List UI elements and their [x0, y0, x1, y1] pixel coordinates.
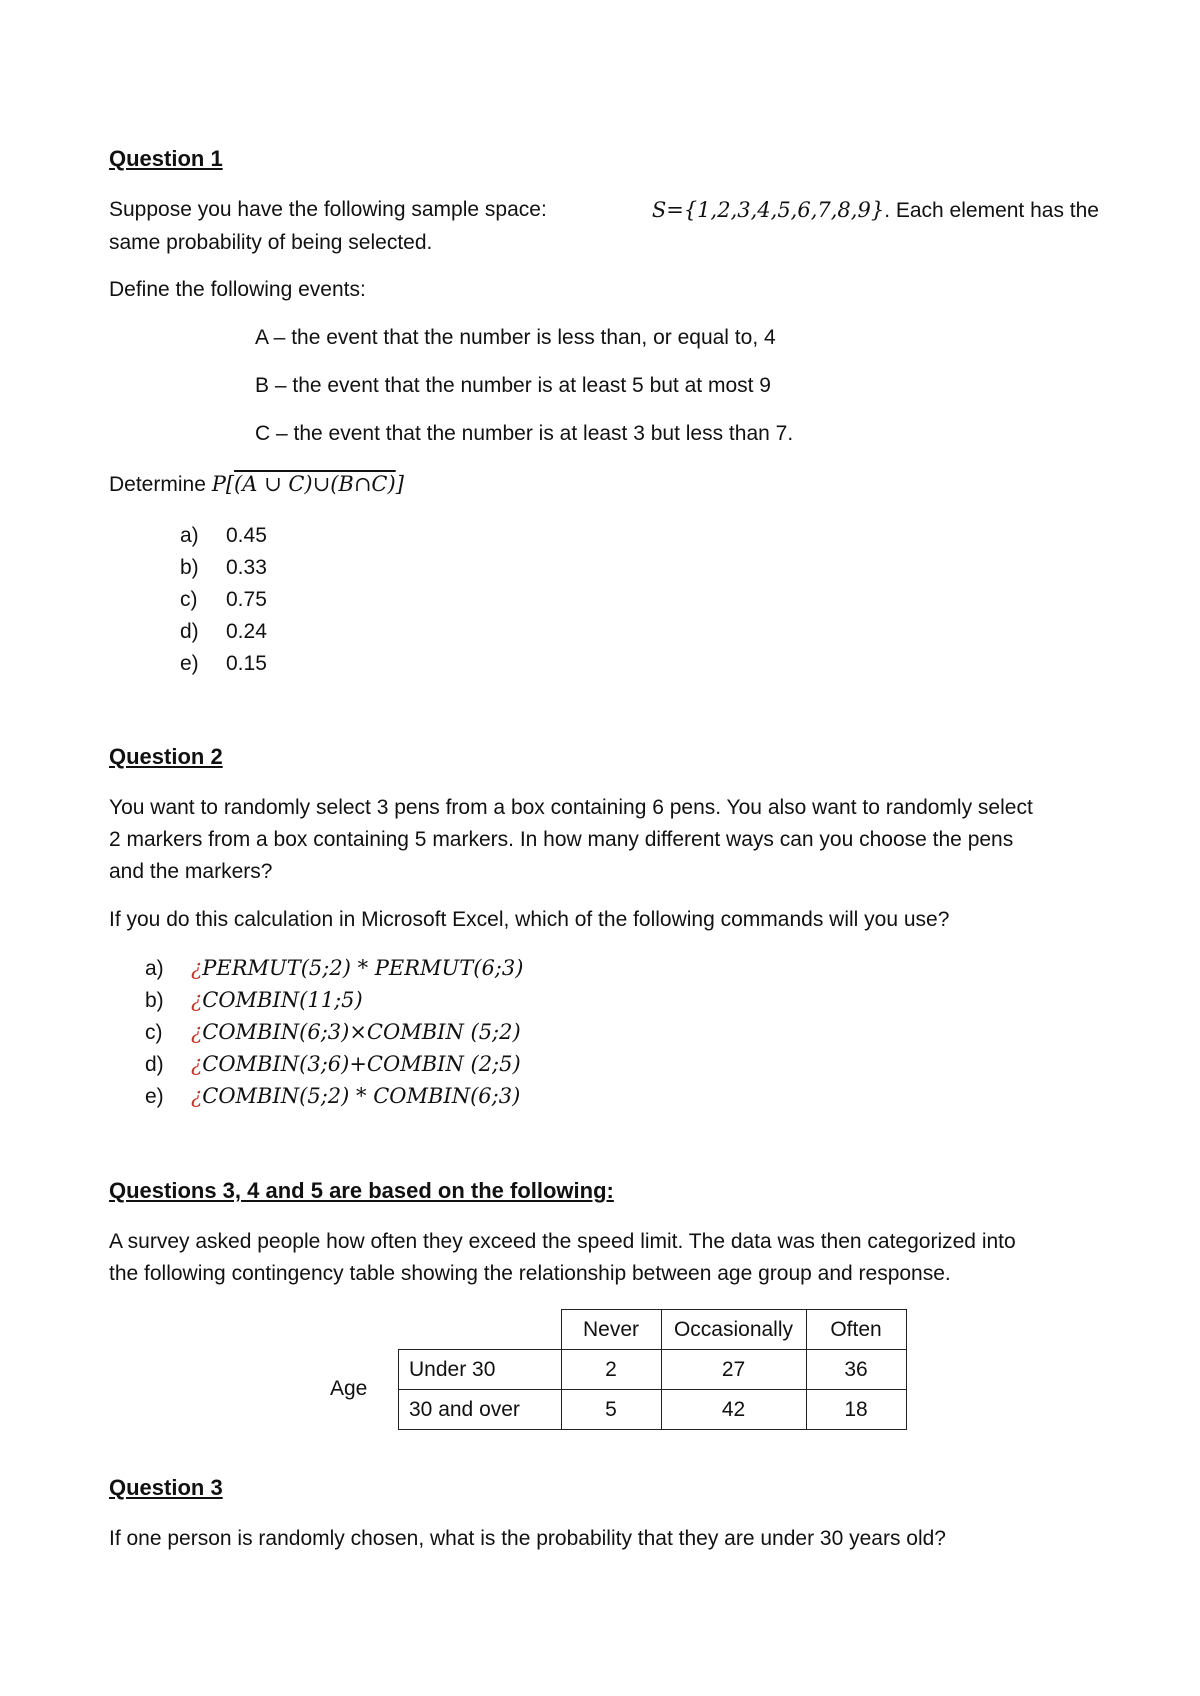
- column-header: Occasionally: [661, 1310, 806, 1350]
- q1-option[interactable]: d) 0.24: [180, 620, 267, 643]
- table-row: [399, 1390, 907, 1430]
- q2-option[interactable]: a) ¿PERMUT(5;2) * PERMUT(6;3): [145, 956, 524, 980]
- q2-option[interactable]: d) ¿COMBIN(3;6)+COMBIN (2;5): [145, 1052, 521, 1076]
- q2-option[interactable]: c) ¿COMBIN(6;3)×COMBIN (5;2): [145, 1020, 521, 1044]
- section-line-1: A survey asked people how often they exceed the speed limit. The data was then categorized into: [109, 1230, 1016, 1253]
- question-3-text: If one person is randomly chosen, what is the probability that they are under 30 years old?: [109, 1527, 946, 1550]
- q2-excel-prompt: If you do this calculation in Microsoft Excel, which of the following commands will you use?: [109, 908, 950, 931]
- table-cell: 27: [661, 1350, 806, 1390]
- section-heading: Questions 3, 4 and 5 are based on the following:: [109, 1178, 614, 1203]
- q2-line-3: and the markers?: [109, 860, 273, 883]
- q1-determine: [109, 468, 404, 501]
- row-label: Under 30: [399, 1350, 562, 1390]
- q1-intro-line2: same probability of being selected.: [109, 231, 433, 254]
- row-label: 30 and over: [399, 1390, 562, 1430]
- q2-option[interactable]: e) ¿COMBIN(5;2) * COMBIN(6;3): [145, 1084, 521, 1108]
- q1-option[interactable]: c) 0.75: [180, 588, 267, 611]
- determine-expression: P[(A ∪ C)∪(B∩C)]: [211, 472, 404, 496]
- section-intro: [109, 1226, 1099, 1290]
- q1-option[interactable]: b) 0.33: [180, 556, 267, 579]
- column-header: Never: [561, 1310, 661, 1350]
- event-b: B – the event that the number is at least 5 but at most 9: [255, 374, 771, 397]
- age-label: Age: [330, 1377, 368, 1400]
- table-cell: 42: [661, 1390, 806, 1430]
- table-cell: 2: [561, 1350, 661, 1390]
- determine-label: Determine: [109, 473, 206, 496]
- question-1-intro: [109, 194, 1099, 259]
- event-c: C – the event that the number is at least 3 but less than 7.: [255, 422, 794, 445]
- q2-line-2: 2 markers from a box containing 5 markers. In how many different ways can you choose the pens: [109, 828, 1014, 851]
- table-cell: 5: [561, 1390, 661, 1430]
- table-cell: 36: [806, 1350, 906, 1390]
- q1-option[interactable]: e) 0.15: [180, 652, 267, 675]
- table-row: [399, 1350, 907, 1390]
- section-line-2: the following contingency table showing the relationship between age group and response.: [109, 1262, 951, 1285]
- contingency-table: [398, 1309, 907, 1430]
- q1-option[interactable]: a) 0.45: [180, 524, 267, 547]
- event-a: A – the event that the number is less than, or equal to, 4: [255, 326, 776, 349]
- sample-space: S={1,2,3,4,5,6,7,8,9}: [651, 198, 885, 222]
- q2-line-1: You want to randomly select 3 pens from a box containing 6 pens. You also want to randomly select: [109, 796, 1033, 819]
- q1-intro-prefix: Suppose you have the following sample space:: [109, 198, 547, 221]
- question-3-heading: Question 3: [109, 1475, 223, 1500]
- question-1-heading: Question 1: [109, 146, 223, 171]
- q1-intro-suffix: . Each element has the: [884, 199, 1099, 222]
- question-2-heading: Question 2: [109, 744, 223, 769]
- q1-define-text: Define the following events:: [109, 278, 366, 301]
- column-header: Often: [806, 1310, 906, 1350]
- table-header-row: [399, 1310, 907, 1350]
- question-2-text: [109, 792, 1099, 888]
- table-corner-cell: [399, 1310, 562, 1350]
- q2-option[interactable]: b) ¿COMBIN(11;5): [145, 988, 363, 1012]
- table-cell: 18: [806, 1390, 906, 1430]
